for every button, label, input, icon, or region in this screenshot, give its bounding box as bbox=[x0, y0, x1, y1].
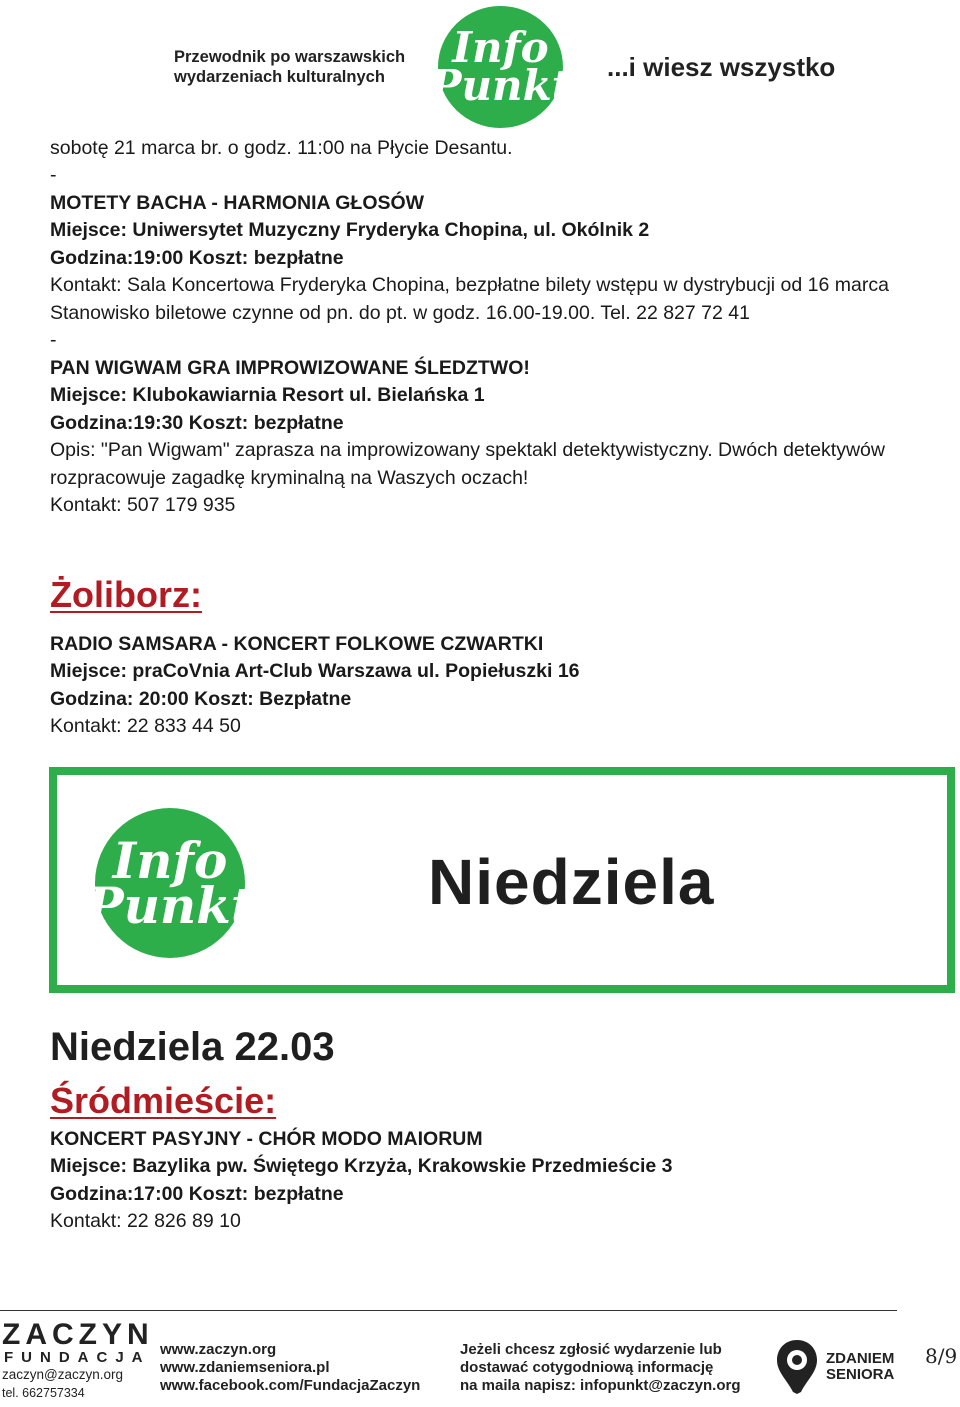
footer-info bbox=[460, 1341, 760, 1395]
footer-info-line: Jeżeli chcesz zgłosić wydarzenie lub bbox=[460, 1341, 722, 1358]
event-place: Miejsce: Uniwersytet Muzyczny Fryderyka Chopina, ul. Okólnik 2 bbox=[50, 219, 650, 241]
footer-link[interactable]: www.zaczyn.org bbox=[160, 1341, 277, 1358]
tagline-line-1: Przewodnik po warszawskich bbox=[174, 48, 406, 66]
footer-link[interactable]: www.facebook.com/FundacjaZaczyn bbox=[160, 1377, 421, 1394]
header-tagline bbox=[174, 47, 424, 87]
footer-link[interactable]: www.zdaniemseniora.pl bbox=[160, 1359, 330, 1376]
seal-line-2: SENIORA bbox=[826, 1366, 895, 1383]
logo-line-2: Punkt bbox=[429, 61, 572, 110]
footer-phone: tel. 662757334 bbox=[2, 1386, 85, 1400]
event-place: Miejsce: praCoVnia Art-Club Warszawa ul. Popiełuszki 16 bbox=[50, 660, 580, 682]
zdaniem-seniora-text bbox=[826, 1351, 894, 1383]
event-contact-2: Stanowisko biletowe czynne od pn. do pt. w godz. 16.00-19.00. Tel. 22 827 72 41 bbox=[50, 302, 750, 324]
continued-line: sobotę 21 marca br. o godz. 11:00 na Płycie Desantu. bbox=[50, 137, 513, 159]
event-description: Opis: "Pan Wigwam" zaprasza na improwizowany spektakl detektywistyczny. Dwóch detektywów rozpracowuje zagadkę kryminalną na Waszych oczach! bbox=[50, 439, 885, 489]
banner-title: Niedziela bbox=[428, 846, 715, 918]
event-place: Miejsce: Klubokawiarnia Resort ul. Bielańska 1 bbox=[50, 384, 485, 406]
footer-info-line: dostawać cotygodniową informację bbox=[460, 1359, 714, 1376]
header-slogan: ...i wiesz wszystko bbox=[607, 52, 836, 82]
event-title: MOTETY BACHA - HARMONIA GŁOSÓW bbox=[50, 192, 425, 214]
logo-line-1: Info bbox=[452, 23, 549, 73]
event-contact: Kontakt: Sala Koncertowa Fryderyka Chopina, bezpłatne bilety wstępu w dystrybucji od 16 marca bbox=[50, 274, 889, 296]
district-heading: Śródmieście: bbox=[50, 1080, 277, 1121]
event-place: Miejsce: Bazylika pw. Świętego Krzyża, Krakowskie Przedmieście 3 bbox=[50, 1155, 673, 1177]
seal-line-1: ZDANIEM bbox=[826, 1350, 895, 1367]
footer-brand: ZACZYN bbox=[2, 1318, 154, 1351]
footer-info-line: na maila napisz: infopunkt@zaczyn.org bbox=[460, 1377, 741, 1394]
event-title: KONCERT PASYJNY - CHÓR MODO MAIORUM bbox=[50, 1128, 483, 1150]
day-heading: Niedziela 22.03 bbox=[50, 1025, 335, 1069]
banner-infopunkt-logo bbox=[85, 808, 255, 958]
event-title: RADIO SAMSARA - KONCERT FOLKOWE CZWARTKI bbox=[50, 633, 544, 655]
event-title: PAN WIGWAM GRA IMPROWIZOWANE ŚLEDZTWO! bbox=[50, 357, 530, 379]
separator: - bbox=[50, 329, 57, 351]
footer-email[interactable]: zaczyn@zaczyn.org bbox=[2, 1367, 123, 1382]
event-contact: Kontakt: 22 833 44 50 bbox=[50, 715, 241, 737]
event-contact: Kontakt: 22 826 89 10 bbox=[50, 1210, 241, 1232]
event-time-cost: Godzina:19:00 Koszt: bezpłatne bbox=[50, 247, 344, 269]
event-contact: Kontakt: 507 179 935 bbox=[50, 494, 236, 516]
footer-brand-sub: FUNDACJA bbox=[4, 1349, 151, 1366]
zdaniem-seniora-logo-icon bbox=[775, 1338, 819, 1394]
separator: - bbox=[50, 164, 57, 186]
logo-line-2: Punkt bbox=[85, 876, 255, 935]
page-number: 8/9 bbox=[925, 1344, 958, 1368]
event-time-cost: Godzina:17:00 Koszt: bezpłatne bbox=[50, 1183, 344, 1205]
footer-divider bbox=[0, 1310, 897, 1311]
infopunkt-logo bbox=[429, 6, 572, 128]
event-time-cost: Godzina:19:30 Koszt: bezpłatne bbox=[50, 412, 344, 434]
district-heading: Żoliborz: bbox=[50, 574, 202, 615]
footer-links bbox=[160, 1341, 420, 1395]
tagline-line-2: wydarzeniach kulturalnych bbox=[174, 68, 385, 86]
logo-line-1: Info bbox=[112, 831, 228, 890]
event-time-cost: Godzina: 20:00 Koszt: Bezpłatne bbox=[50, 688, 352, 710]
